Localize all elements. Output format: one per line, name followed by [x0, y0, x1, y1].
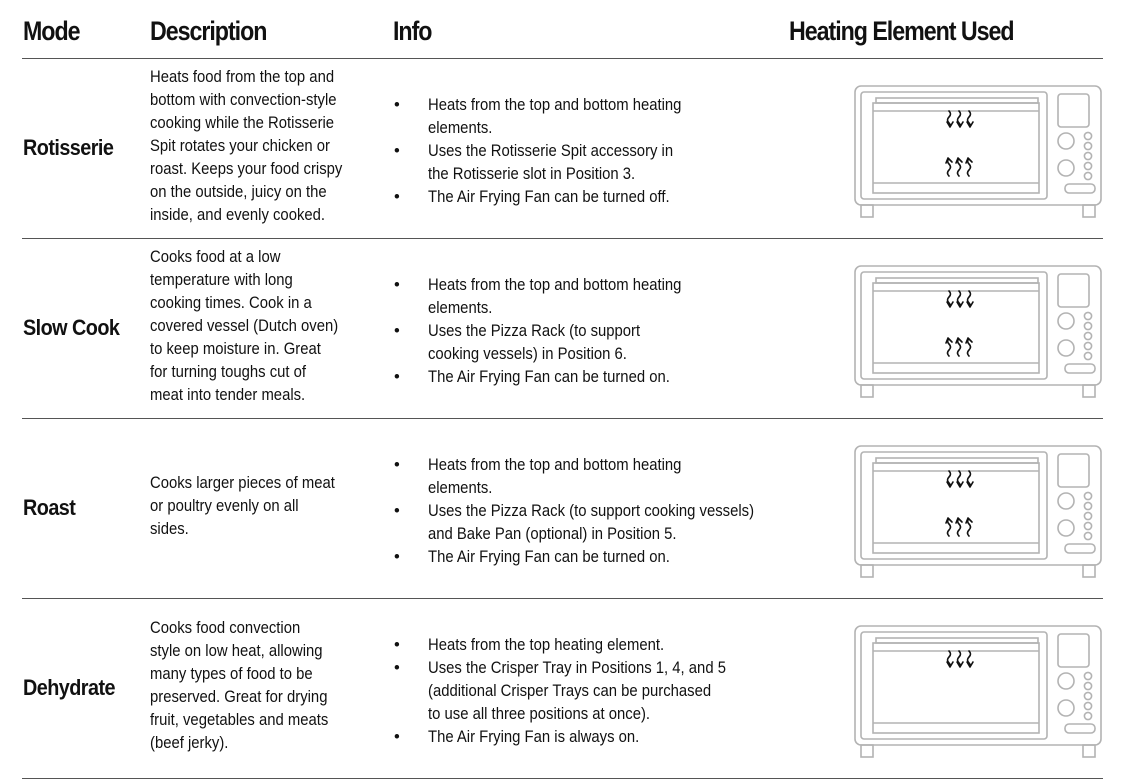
heat-arrow-down [967, 291, 973, 307]
mode-row [0, 59, 1134, 239]
bullet-point: • [394, 548, 400, 566]
control-knob [1058, 673, 1074, 689]
info-text: elements. [428, 119, 493, 137]
bullet-point: • [394, 96, 400, 114]
description-line: Cooks larger pieces of meat [150, 474, 335, 492]
control-button [1084, 692, 1091, 699]
mode-row [0, 239, 1134, 419]
control-button [1084, 152, 1091, 159]
heat-arrow-down [957, 651, 963, 667]
oven-foot [1083, 205, 1095, 217]
info-text: The Air Frying Fan is always on. [428, 728, 640, 746]
heating-element-diagram [853, 443, 1103, 579]
heat-arrow-down [947, 291, 953, 307]
oven-illustration [853, 623, 1103, 759]
control-button [1084, 532, 1091, 539]
heating-element-diagram [853, 623, 1103, 759]
control-button [1084, 492, 1091, 499]
oven-illustration [853, 83, 1103, 219]
description-line: inside, and evenly cooked. [150, 206, 326, 224]
header-heating-element: Heating Element Used [789, 16, 1014, 46]
header-description: Description [150, 16, 267, 46]
oven-window [873, 463, 1039, 553]
heat-arrow-down [967, 651, 973, 667]
heat-arrow-down [967, 111, 973, 127]
oven-window [873, 283, 1039, 373]
heat-arrow-down [967, 471, 973, 487]
control-button [1084, 322, 1091, 329]
heat-arrow-down [947, 111, 953, 127]
mode-name: Dehydrate [23, 675, 115, 700]
mode-description [150, 246, 390, 407]
header-info: Info [393, 16, 432, 46]
heat-arrow-down [957, 291, 963, 307]
oven-body [855, 86, 1101, 205]
description-line: Spit rotates your chicken or [150, 137, 330, 155]
oven-window [873, 103, 1039, 193]
description-line: (beef jerky). [150, 734, 229, 752]
info-text: Heats from the top and bottom heating [428, 276, 682, 294]
info-text: Uses the Pizza Rack (to support cooking vessels) [428, 502, 755, 520]
control-button [1084, 132, 1091, 139]
mode-name: Slow Cook [23, 315, 120, 340]
oven-body [855, 626, 1101, 745]
info-text: elements. [428, 479, 493, 497]
bullet-point: • [394, 322, 400, 340]
description-line: roast. Keeps your food crispy [150, 160, 343, 178]
control-display [1058, 94, 1089, 127]
mode-row [0, 419, 1134, 599]
info-text: to use all three positions at once). [428, 705, 651, 723]
heat-arrow-up [956, 518, 962, 536]
control-button [1084, 342, 1091, 349]
oven-foot [861, 745, 873, 757]
heat-arrow-up [956, 158, 962, 176]
mode-description [150, 617, 390, 755]
control-button [1084, 142, 1091, 149]
description-line: many types of food to be [150, 665, 313, 683]
bullet-point: • [394, 142, 400, 160]
oven-body [855, 446, 1101, 565]
control-knob [1058, 313, 1074, 329]
description-line: style on low heat, allowing [150, 642, 323, 660]
control-display [1058, 454, 1089, 487]
bullet-point: • [394, 188, 400, 206]
mode-description [150, 472, 390, 541]
heat-arrow-down [947, 471, 953, 487]
control-slot [1065, 364, 1095, 373]
bullet-point: • [394, 502, 400, 520]
info-text: Heats from the top and bottom heating [428, 456, 682, 474]
control-knob [1058, 700, 1074, 716]
description-line: to keep moisture in. Great [150, 340, 321, 358]
heat-arrow-up [966, 158, 972, 176]
info-text: Heats from the top and bottom heating [428, 96, 682, 114]
mode-row [0, 599, 1134, 779]
heat-arrow-down [957, 471, 963, 487]
info-text: The Air Frying Fan can be turned off. [428, 188, 670, 206]
oven-foot [1083, 565, 1095, 577]
heating-element-diagram [853, 83, 1103, 219]
info-text: Uses the Rotisserie Spit accessory in [428, 142, 674, 160]
description-line: fruit, vegetables and meats [150, 711, 329, 729]
description-line: Cooks food at a low [150, 248, 281, 266]
oven-foot [861, 385, 873, 397]
control-button [1084, 522, 1091, 529]
info-text: The Air Frying Fan can be turned on. [428, 548, 670, 566]
control-button [1084, 512, 1091, 519]
description-line: sides. [150, 520, 189, 538]
mode-name: Rotisserie [23, 135, 114, 160]
oven-foot [861, 205, 873, 217]
control-button [1084, 162, 1091, 169]
info-text: cooking vessels) in Position 6. [428, 345, 627, 363]
description-line: cooking times. Cook in a [150, 294, 312, 312]
oven-foot [861, 565, 873, 577]
heating-element-diagram [853, 263, 1103, 399]
heat-arrow-up [956, 338, 962, 356]
control-slot [1065, 184, 1095, 193]
control-slot [1065, 544, 1095, 553]
heat-arrow-down [957, 111, 963, 127]
oven-foot [1083, 385, 1095, 397]
info-text: (additional Crisper Trays can be purchased [428, 682, 712, 700]
header-mode: Mode [23, 16, 80, 46]
control-knob [1058, 493, 1074, 509]
oven-body [855, 266, 1101, 385]
description-line: Cooks food convection [150, 619, 301, 637]
heat-arrow-up [966, 338, 972, 356]
info-text: elements. [428, 299, 493, 317]
control-button [1084, 332, 1091, 339]
description-line: temperature with long [150, 271, 293, 289]
oven-window [873, 643, 1039, 733]
control-button [1084, 502, 1091, 509]
control-button [1084, 172, 1091, 179]
description-line: meat into tender meals. [150, 386, 306, 404]
description-line: or poultry evenly on all [150, 497, 299, 515]
bullet-point: • [394, 368, 400, 386]
mode-description [150, 66, 390, 227]
info-text: Uses the Crisper Tray in Positions 1, 4, and 5 [428, 659, 726, 677]
control-button [1084, 702, 1091, 709]
heat-arrow-up [946, 158, 952, 176]
description-line: preserved. Great for drying [150, 688, 328, 706]
bullet-point: • [394, 456, 400, 474]
heat-arrow-up [946, 518, 952, 536]
control-button [1084, 712, 1091, 719]
control-button [1084, 352, 1091, 359]
mode-name: Roast [23, 495, 76, 520]
info-text: Uses the Pizza Rack (to support [428, 322, 641, 340]
oven-illustration [853, 263, 1103, 399]
info-text: Heats from the top heating element. [428, 636, 665, 654]
description-line: covered vessel (Dutch oven) [150, 317, 339, 335]
control-knob [1058, 160, 1074, 176]
heat-arrow-up [946, 338, 952, 356]
bullet-point: • [394, 659, 400, 677]
control-knob [1058, 520, 1074, 536]
info-text: The Air Frying Fan can be turned on. [428, 368, 670, 386]
description-line: for turning toughs cut of [150, 363, 307, 381]
bullet-point: • [394, 276, 400, 294]
control-display [1058, 634, 1089, 667]
heat-arrow-up [966, 518, 972, 536]
description-line: bottom with convection-style [150, 91, 337, 109]
description-line: Heats food from the top and [150, 68, 335, 86]
bullet-point: • [394, 728, 400, 746]
info-text: and Bake Pan (optional) in Position 5. [428, 525, 677, 543]
oven-foot [1083, 745, 1095, 757]
description-line: on the outside, juicy on the [150, 183, 327, 201]
control-button [1084, 682, 1091, 689]
control-slot [1065, 724, 1095, 733]
control-knob [1058, 340, 1074, 356]
bullet-point: • [394, 636, 400, 654]
control-button [1084, 312, 1091, 319]
heat-arrow-down [947, 651, 953, 667]
control-button [1084, 672, 1091, 679]
description-line: cooking while the Rotisserie [150, 114, 335, 132]
oven-illustration [853, 443, 1103, 579]
info-text: the Rotisserie slot in Position 3. [428, 165, 636, 183]
control-display [1058, 274, 1089, 307]
control-knob [1058, 133, 1074, 149]
